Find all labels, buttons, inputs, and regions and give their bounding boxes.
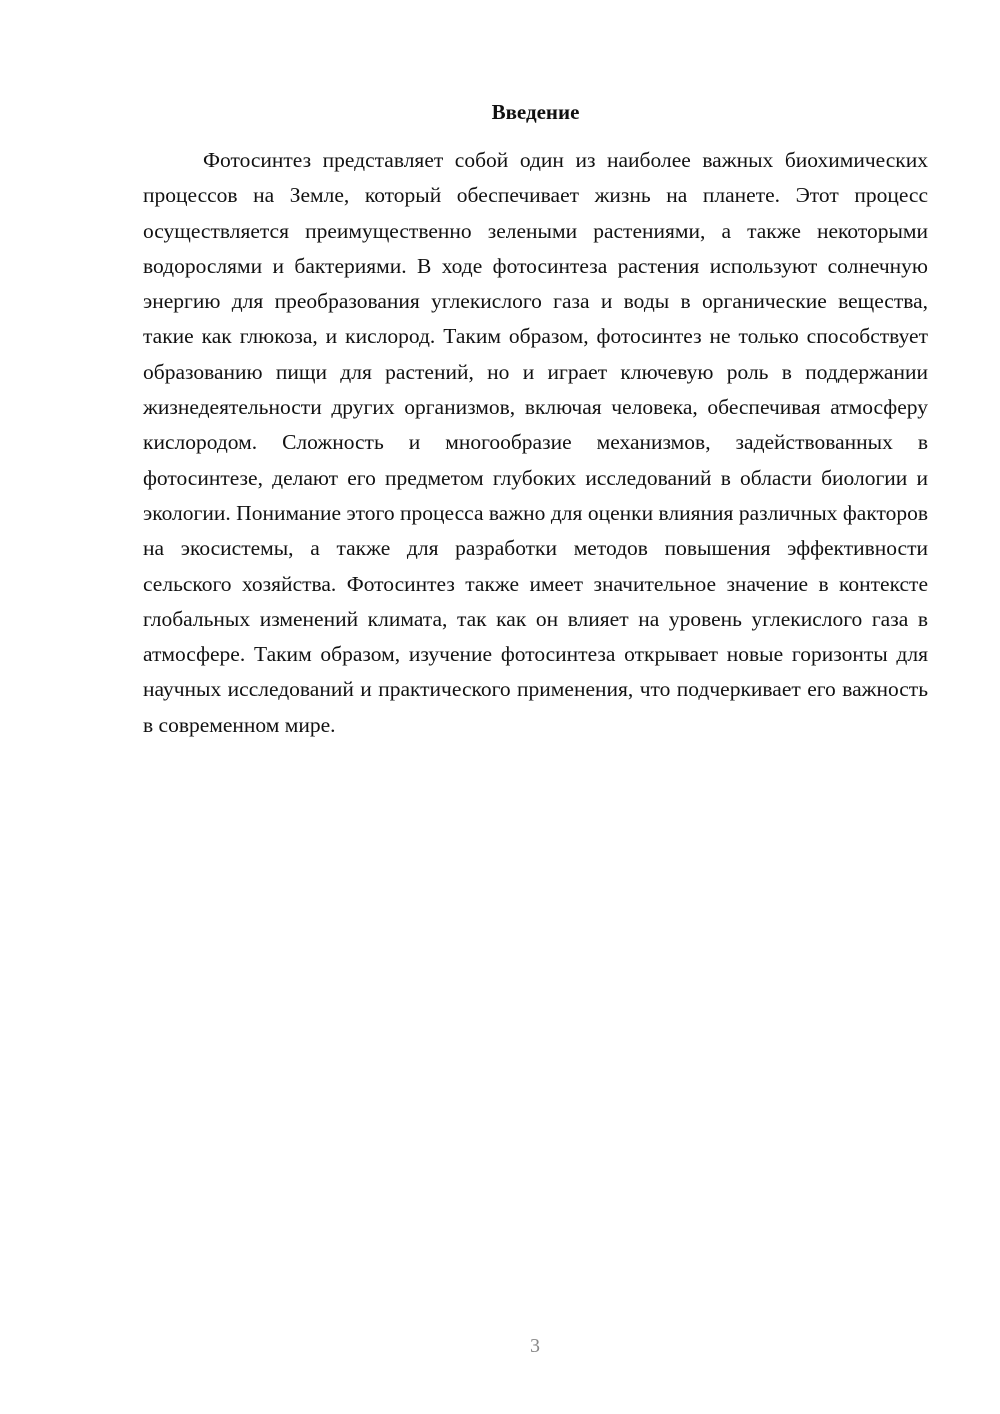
section-heading: Введение	[491, 100, 580, 124]
body-paragraph: Фотосинтез представляет собой один из наиболее важных биохимических процессов на Земле, который обеспечивает жизнь на планете. Этот процесс осуществляется преимущественно зелеными растениями, а также некоторыми водорослями и бактериями. В ходе фотосинтеза растения используют солнечную энергию для преобразования углекислого газа и воды в органические вещества, такие как глюкоза, и кислород. Таким образом, фотосинтез не только способствует образованию пищи для растений, но и играет ключевую роль в поддержании жизнедеятельности других организмов, включая человека, обеспечивая атмосферу кислородом. Сложность и многообразие механизмов, задействованных в фотосинтезе, делают его предметом глубоких исследований в области биологии и экологии. Понимание этого процесса важно для оценки влияния различных факторов на экосистемы, а также для разработки методов повышения эффективности сельского хозяйства. Фотосинтез также имеет значительное значение в контексте глобальных изменений климата, так как он влияет на уровень углекислого газа в атмосфере. Таким образом, изучение фотосинтеза открывает новые горизонты для научных исследований и практического применения, что подчеркивает его важность в современном мире.	[143, 148, 928, 737]
page-number: 3	[530, 1335, 540, 1357]
